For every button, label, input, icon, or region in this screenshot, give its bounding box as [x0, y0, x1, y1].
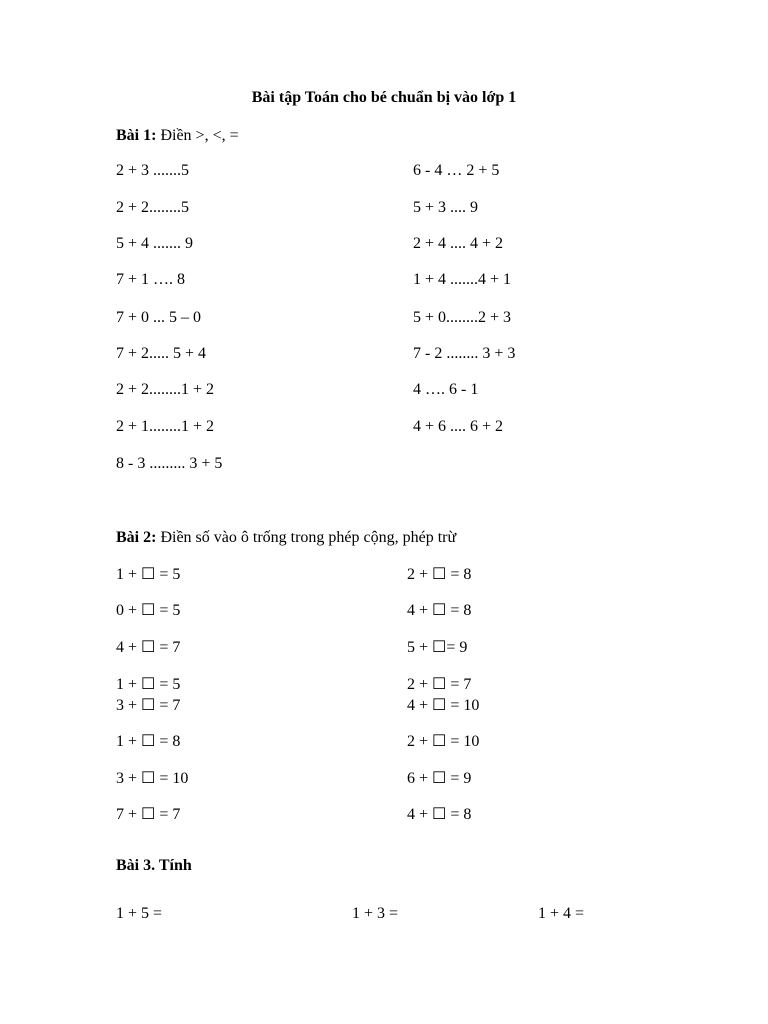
ex3-item: 1 + 3 =	[352, 905, 399, 922]
ex2-right-item: 5 + ☐= 9	[407, 639, 468, 656]
ex1-right-item: 4 …. 6 - 1	[413, 381, 479, 398]
exercise-2-heading	[116, 528, 456, 548]
ex2-left-item: 0 + ☐ = 5	[116, 602, 181, 619]
exercise-1-heading	[116, 126, 239, 146]
ex1-left-item: 7 + 1 …. 8	[116, 271, 186, 288]
ex1-left-item: 7 + 0 ... 5 – 0	[116, 309, 202, 326]
exercise-3-heading: Bài 3. Tính	[116, 857, 192, 874]
ex2-right-item: 4 + ☐ = 8	[407, 602, 472, 619]
page-title: Bài tập Toán cho bé chuẩn bị vào lớp 1	[251, 89, 517, 106]
ex1-right-item: 6 - 4 … 2 + 5	[413, 162, 500, 179]
exercise-2-label: Bài 2:	[116, 529, 157, 546]
ex2-left-item: 7 + ☐ = 7	[116, 806, 181, 823]
ex1-right-item: 5 + 0........2 + 3	[413, 309, 512, 326]
ex1-left-item: 2 + 2........1 + 2	[116, 381, 215, 398]
ex2-right-item: 2 + ☐ = 8	[407, 566, 472, 583]
ex2-right-item: 2 + ☐ = 10	[407, 733, 480, 750]
ex2-left-item: 1 + ☐ = 5	[116, 566, 181, 583]
ex2-left-item: 3 + ☐ = 10	[116, 770, 189, 787]
ex1-right-item: 4 + 6 .... 6 + 2	[413, 418, 504, 435]
ex2-right-item: 2 + ☐ = 7	[407, 676, 472, 693]
ex1-right-item: 1 + 4 .......4 + 1	[413, 271, 512, 288]
exercise-1-label: Bài 1:	[116, 127, 157, 144]
ex1-right-item: 5 + 3 .... 9	[413, 199, 479, 216]
ex1-left-item: 5 + 4 ....... 9	[116, 235, 194, 252]
ex2-right-item: 4 + ☐ = 8	[407, 806, 472, 823]
ex1-left-item: 2 + 1........1 + 2	[116, 418, 215, 435]
exercise-1-instruction: Điền >, <, =	[156, 127, 239, 144]
ex1-left-item: 2 + 3 .......5	[116, 162, 190, 179]
ex2-left-item: 1 + ☐ = 5	[116, 676, 181, 693]
ex2-left-item: 4 + ☐ = 7	[116, 639, 181, 656]
ex1-left-item: 2 + 2........5	[116, 199, 190, 216]
ex2-left-item: 1 + ☐ = 8	[116, 733, 181, 750]
ex1-left-item: 8 - 3 ......... 3 + 5	[116, 455, 223, 472]
exercise-2-instruction: Điền số vào ô trống trong phép cộng, phép trừ	[156, 529, 457, 546]
ex1-left-item: 7 + 2..... 5 + 4	[116, 345, 207, 362]
ex3-item: 1 + 4 =	[538, 905, 585, 922]
ex1-right-item: 2 + 4 .... 4 + 2	[413, 235, 504, 252]
ex2-right-item: 4 + ☐ = 10	[407, 697, 480, 714]
ex2-right-item: 6 + ☐ = 9	[407, 770, 472, 787]
ex1-right-item: 7 - 2 ........ 3 + 3	[413, 345, 516, 362]
ex2-left-item: 3 + ☐ = 7	[116, 697, 181, 714]
ex3-item: 1 + 5 =	[116, 905, 163, 922]
